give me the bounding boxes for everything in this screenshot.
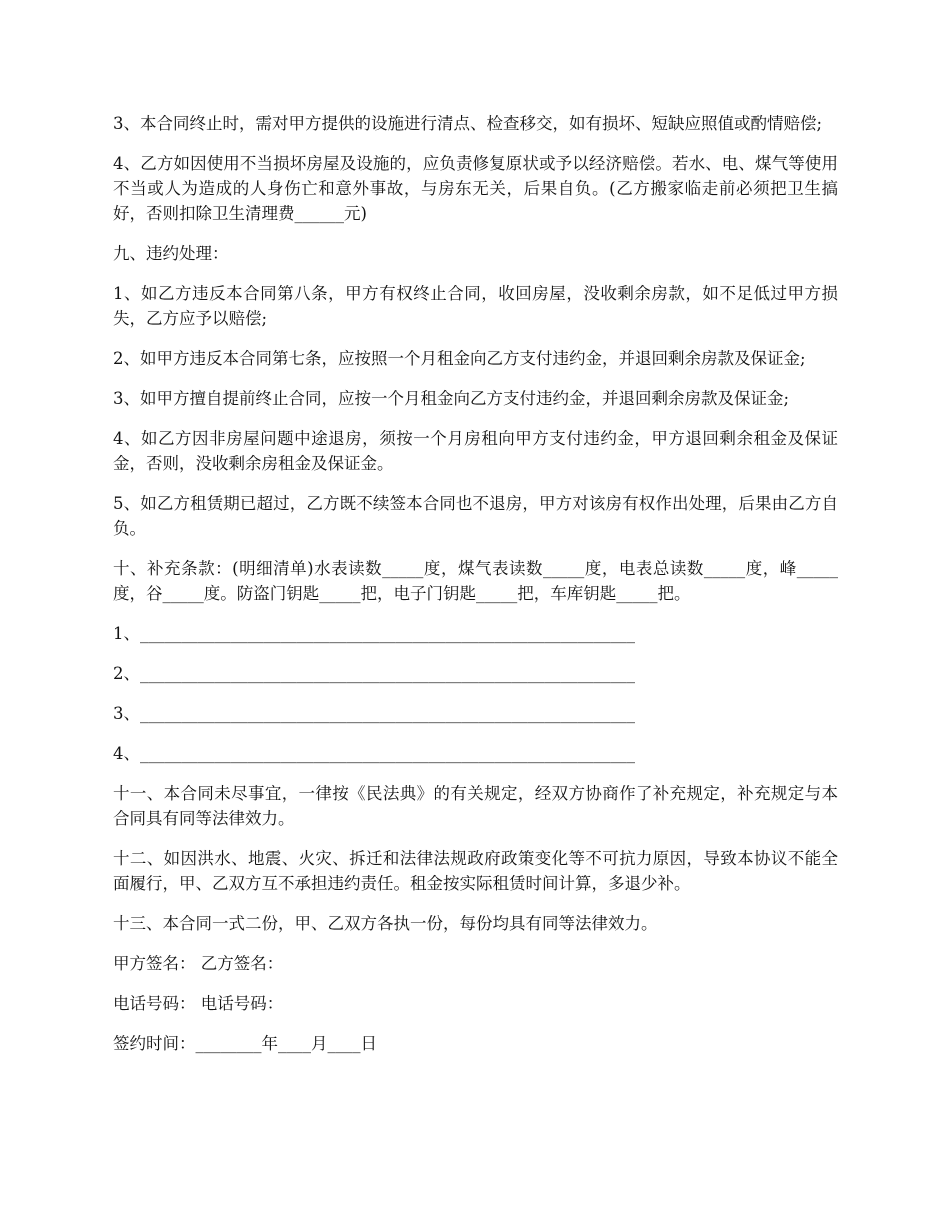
section-11: 十一、本合同未尽事宜，一律按《民法典》的有关规定，经双方协商作了补充规定，补充规定与本合同具有同等法律效力。 bbox=[113, 784, 838, 828]
clause-8-4: 4、乙方如因使用不当损坏房屋及设施的，应负责修复原状或予以经济赔偿。若水、电、煤气等使用不当或人为造成的人身伤亡和意外事故，与房东无关，后果自负。(乙方搬家临走前必须把卫生搞好，否则扣除卫生清理费______元) bbox=[113, 154, 838, 223]
blank-line-1: 1、____________________________________________________________ bbox=[113, 624, 635, 643]
clause-9-2: 2、如甲方违反本合同第七条，应按照一个月租金向乙方支付违约金，并退回剩余房款及保证金; bbox=[113, 349, 806, 368]
signature-line: 甲方签名： 乙方签名： bbox=[113, 954, 284, 973]
section-10-supplementary: 十、补充条款：(明细清单)水表读数_____度，煤气表读数_____度，电表总读数_____度，峰_____度，谷_____度。防盗门钥匙_____把，电子门钥匙_____把，车库钥匙_____把。 bbox=[113, 559, 838, 603]
phone-line: 电话号码： 电话号码： bbox=[113, 994, 284, 1013]
section-12: 十二、如因洪水、地震、火灾、拆迁和法律法规政府政策变化等不可抗力原因，导致本协议不能全面履行，甲、乙双方互不承担违约责任。租金按实际租赁时间计算，多退少补。 bbox=[113, 849, 838, 893]
clause-9-5: 5、如乙方租赁期已超过，乙方既不续签本合同也不退房，甲方对该房有权作出处理，后果由乙方自负。 bbox=[113, 494, 838, 538]
clause-9-4: 4、如乙方因非房屋问题中途退房，须按一个月房租向甲方支付违约金，甲方退回剩余租金及保证金，否则，没收剩余房租金及保证金。 bbox=[113, 429, 838, 473]
clause-8-3: 3、本合同终止时，需对甲方提供的设施进行清点、检查移交，如有损坏、短缺应照值或酌情赔偿; bbox=[113, 114, 823, 133]
section-9-heading: 九、违约处理： bbox=[113, 244, 229, 263]
blank-line-2: 2、____________________________________________________________ bbox=[113, 664, 635, 683]
clause-9-3: 3、如甲方擅自提前终止合同，应按一个月租金向乙方支付违约金，并退回剩余房款及保证金; bbox=[113, 389, 790, 408]
clause-9-1: 1、如乙方违反本合同第八条，甲方有权终止合同，收回房屋，没收剩余房款，如不足低过甲方损失，乙方应予以赔偿; bbox=[113, 284, 838, 328]
blank-line-4: 4、____________________________________________________________ bbox=[113, 744, 635, 763]
blank-line-3: 3、____________________________________________________________ bbox=[113, 704, 635, 723]
signing-date-line: 签约时间：________年____月____日 bbox=[113, 1034, 377, 1053]
document-page bbox=[113, 111, 838, 1071]
section-13: 十三、本合同一式二份，甲、乙双方各执一份，每份均具有同等法律效力。 bbox=[113, 914, 658, 933]
